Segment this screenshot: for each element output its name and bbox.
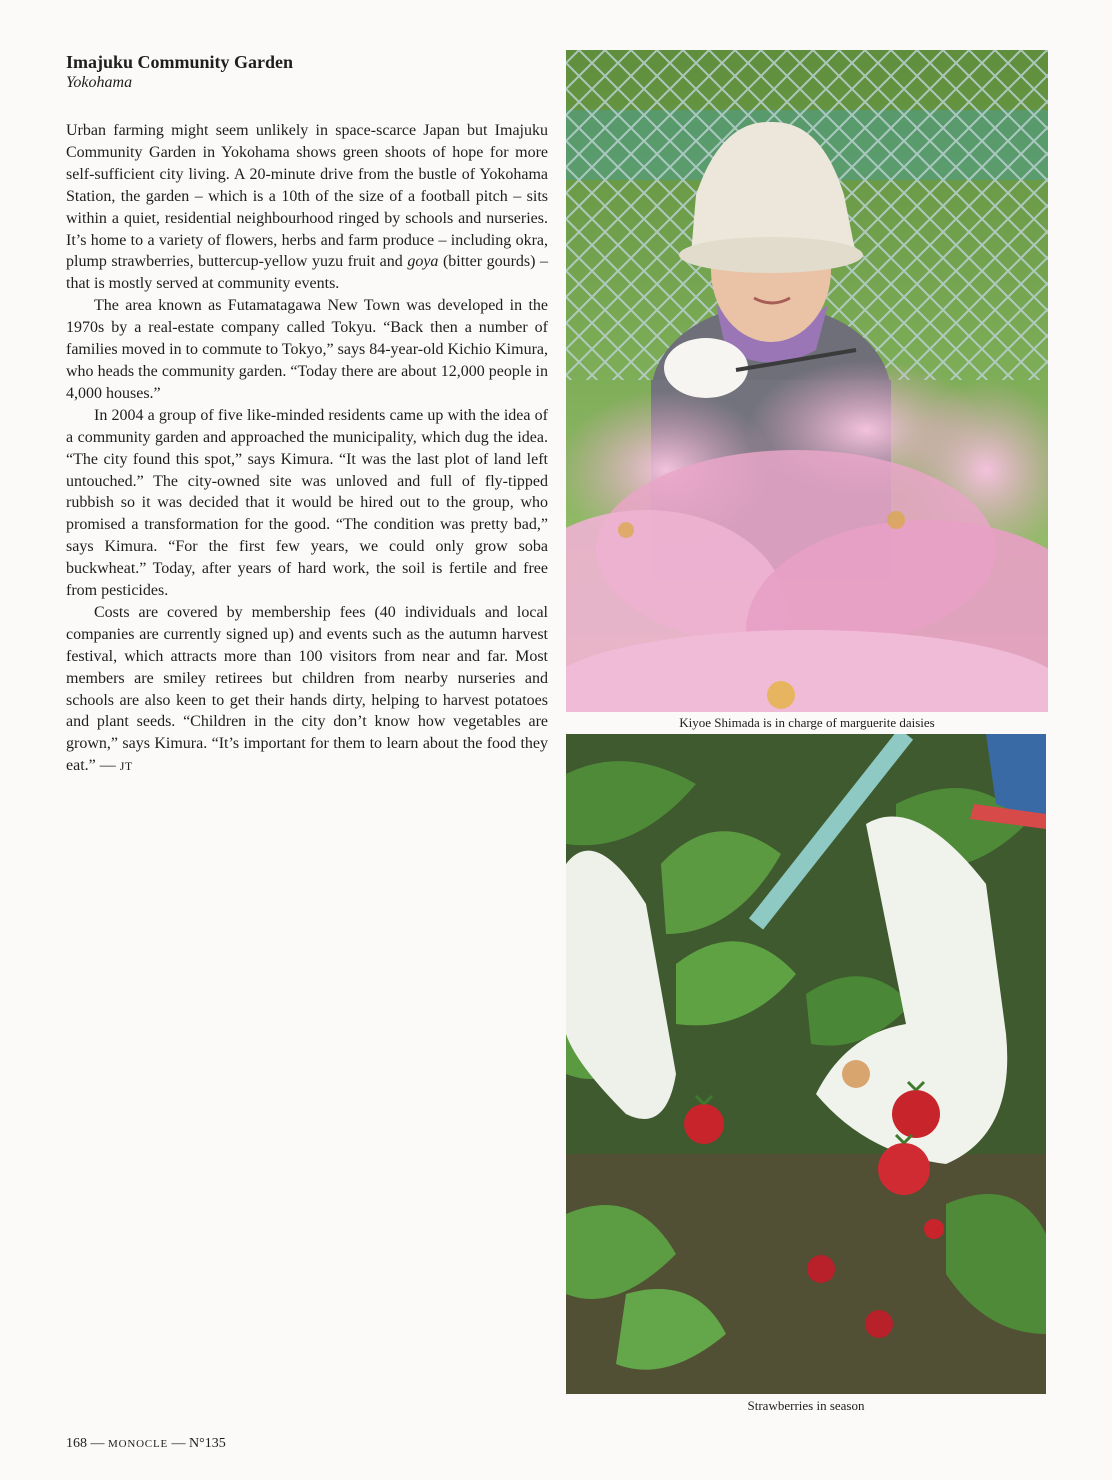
page-number: 168 — bbox=[66, 1436, 105, 1451]
issue-number: — N°135 bbox=[171, 1436, 226, 1451]
article-title: Imajuku Community Garden bbox=[66, 52, 294, 72]
article-location: Yokohama bbox=[66, 74, 133, 91]
paragraph-1-start: Urban farming might seem unlikely in space-scarce Japan but Imajuku Community Garden in Yokohama shows green shoots of hope for more self-sufficient city living. A 20-minute drive from the bustle of Yokohama Station, the garden – which is a 10th of the size of a football pitch – sits within a quiet, residential neighbourhood ringed by schools and nurseries. It’s home to a variety of flowers, herbs and farm produce – including okra, plump strawberries, buttercup-yellow yuzu fruit and bbox=[66, 122, 548, 271]
paragraph-3: In 2004 a group of five like-minded residents came up with the idea of a community garden and approached the municipality, which dug the idea. “The city found this spot,” says Kimura. “It was the last plot of land left untouched.” The city-owned site was unloved and full of fly-tipped rubbish so it was decided that it would be hired out to the group, who promised a transformation for the good. “The condition was pretty bad,” says Kimura. “For the first few years, we could only grow soba buckwheat.” Today, after years of hard work, the soil is fertile and free from pesticides. bbox=[66, 406, 548, 600]
photo-woman-illustration bbox=[566, 50, 1048, 712]
article-body bbox=[66, 120, 548, 778]
page-footer bbox=[66, 1436, 226, 1452]
author-initials: JT bbox=[119, 759, 133, 774]
goya-term: goya bbox=[407, 253, 439, 271]
paragraph-4-text: Costs are covered by membership fees (40 individuals and local companies are currently signed up) and events such as the autumn harvest festival, which attracts more than 100 visitors from near and far. Most members are smiley retirees but children from nearby nurseries and schools are also keen to get their hands dirty, helping to harvest potatoes and plant seeds. “Children in the city don’t know how vegetables are grown,” says Kimura. “It’s important for them to learn about the food they eat.” — bbox=[66, 603, 548, 775]
photo-strawberries bbox=[566, 734, 1046, 1394]
photo2-caption: Strawberries in season bbox=[747, 1398, 865, 1413]
paragraph-1 bbox=[66, 120, 548, 295]
photo-woman-with-daisies bbox=[566, 50, 1048, 712]
paragraph-1-end: (bitter gourds) – that is mostly served at community events. bbox=[66, 253, 548, 293]
photo-strawberries-illustration bbox=[566, 734, 1046, 1394]
photo1-caption: Kiyoe Shimada is in charge of marguerite daisies bbox=[679, 715, 935, 730]
paragraph-4 bbox=[66, 602, 548, 778]
magazine-name: MONOCLE bbox=[108, 1438, 168, 1450]
paragraph-2: The area known as Futamatagawa New Town was developed in the 1970s by a real-estate company called Tokyu. “Back then a number of families moved in to commute to Tokyo,” says 84-year-old Kichio Kimura, who heads the community garden. “Today there are about 12,000 people in 4,000 houses.” bbox=[66, 297, 548, 402]
